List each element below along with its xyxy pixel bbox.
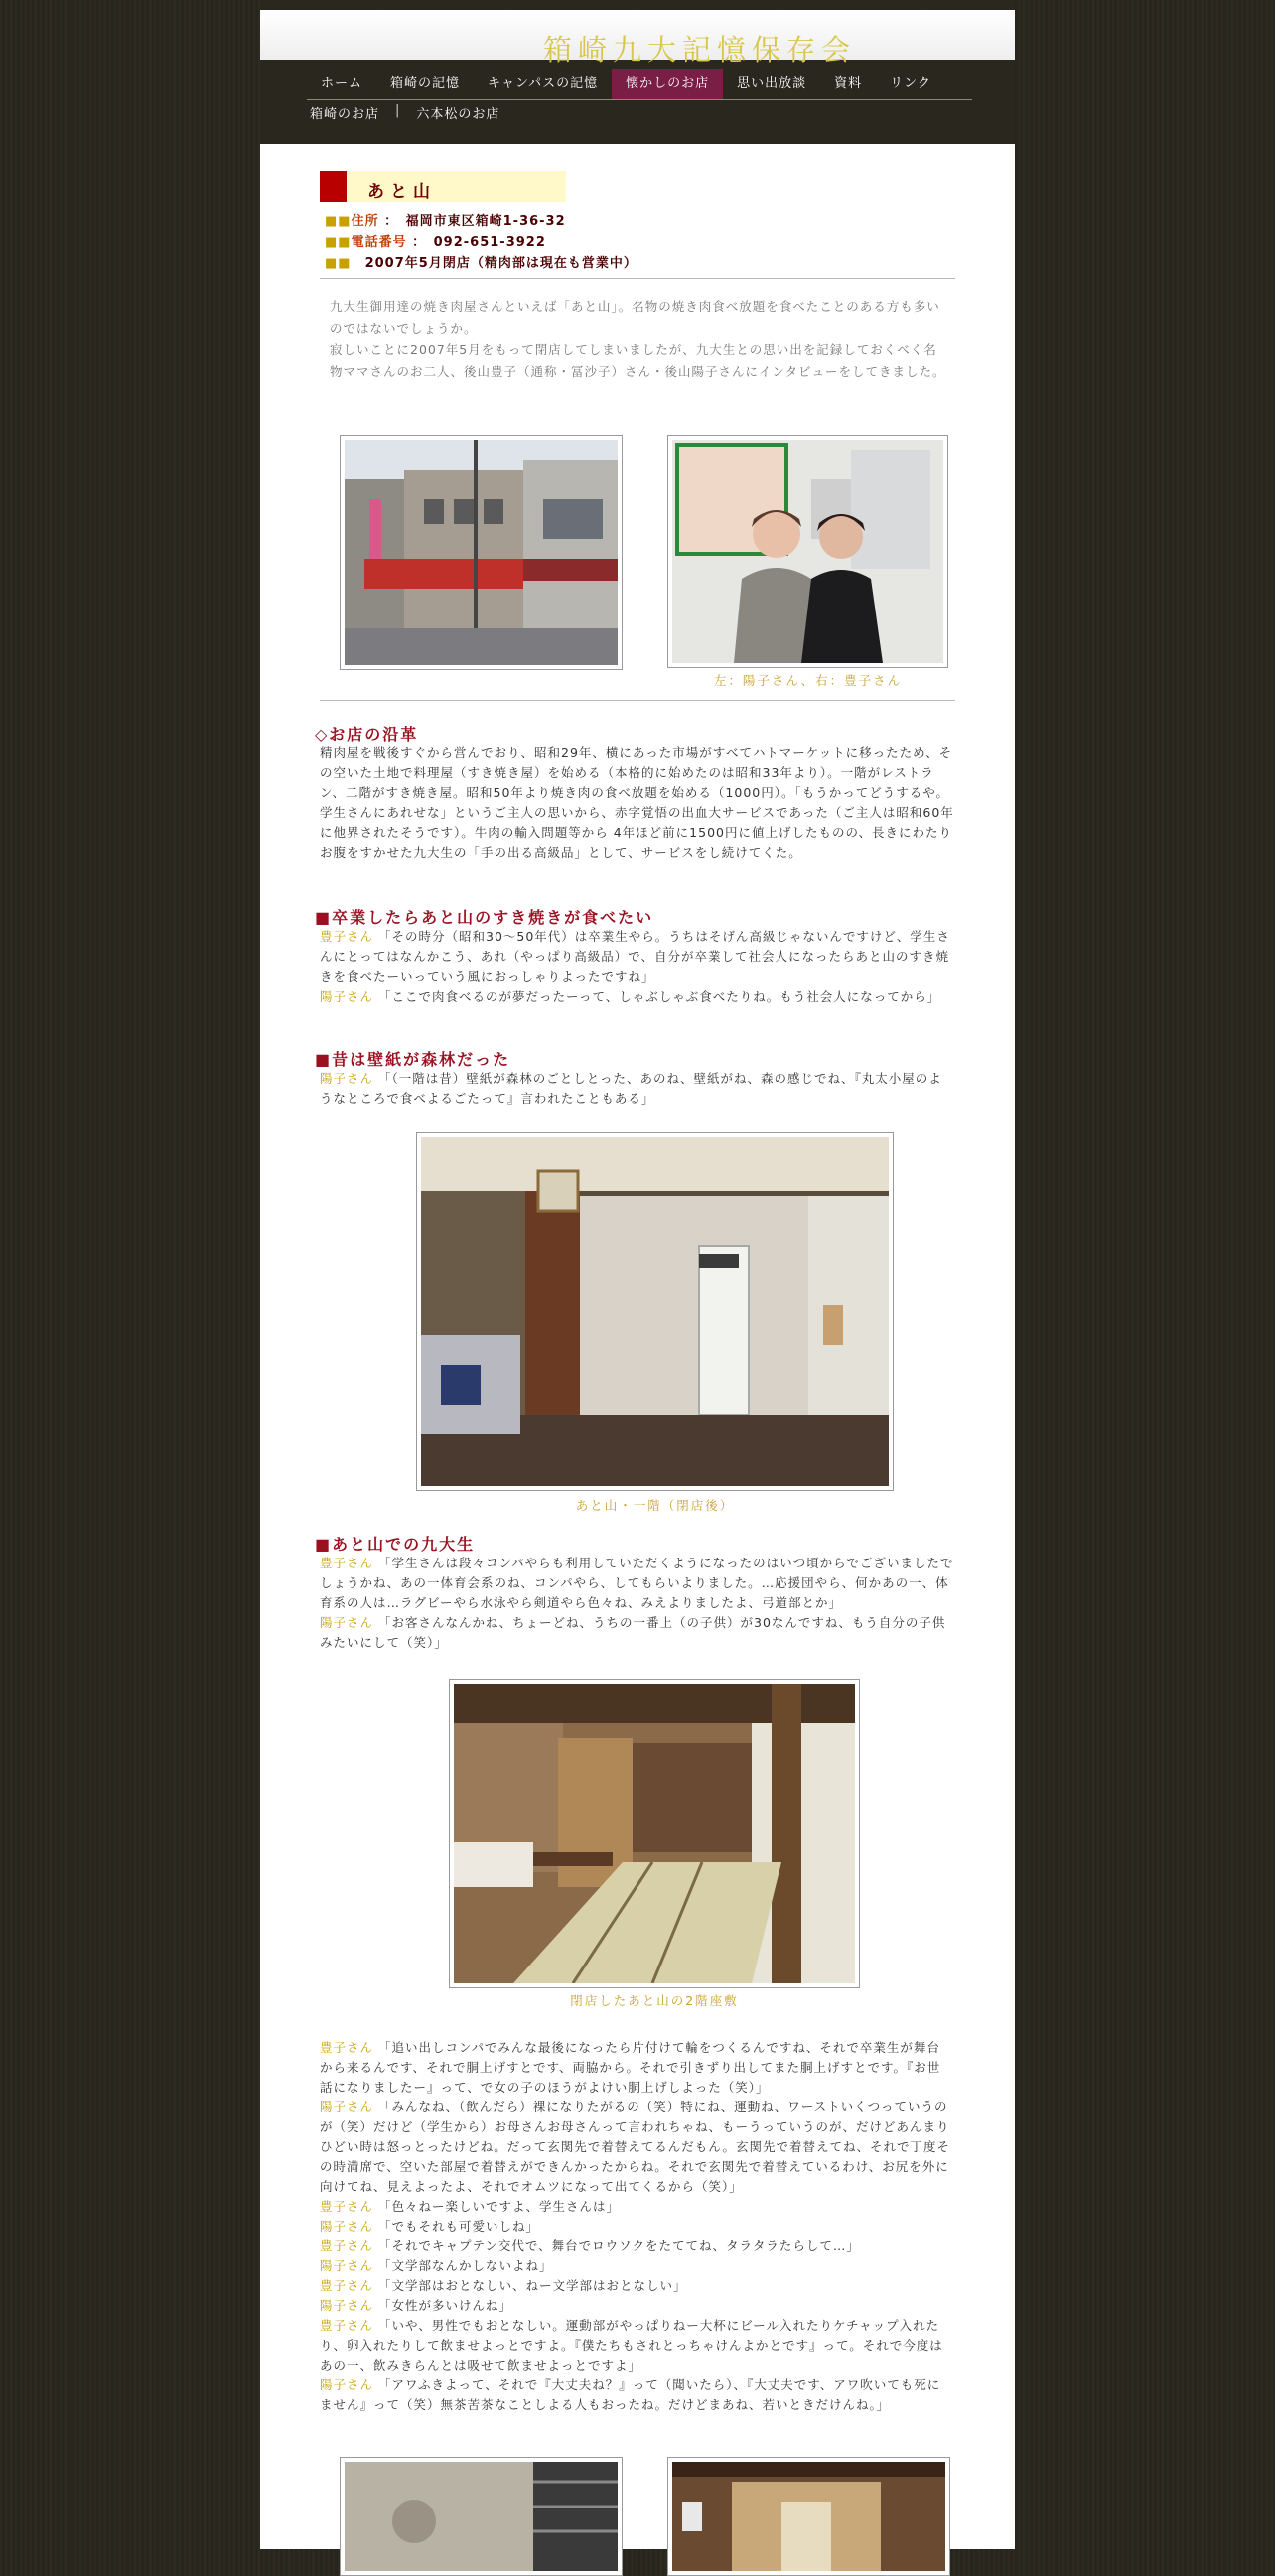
bullet-icon: ■■: [325, 214, 352, 229]
bullet-icon: ■■: [325, 256, 352, 271]
speaker: 陽子さん: [320, 1071, 374, 1086]
quote: 「文学部なんかしないよね」: [378, 2258, 553, 2273]
address-value: 福岡市東区箱崎1-36-32: [405, 214, 566, 229]
speaker: 陽子さん: [320, 2100, 374, 2114]
section-students-title: ■あと山での九大生: [315, 1535, 476, 1554]
closed-note: 2007年5月閉店（精肉部は現在も営業中）: [364, 256, 638, 271]
speaker: 豊子さん: [320, 929, 374, 944]
header: [260, 0, 1015, 144]
closed-row: [325, 252, 638, 271]
quote: 「お客さんなんかね、ちょーどね、うちの一番上（の子供）が30なんですね、もう自分の子供みたいにして（笑）」: [320, 1615, 946, 1650]
speaker: 陽子さん: [320, 989, 374, 1004]
section-wallpaper-title: ■昔は壁紙が森林だった: [315, 1050, 511, 1069]
intro-text: [330, 296, 950, 383]
speaker: 陽子さん: [320, 2258, 374, 2273]
second-floor-photo: [449, 1679, 860, 1988]
speaker: 豊子さん: [320, 2040, 374, 2055]
page-column: [260, 0, 1015, 2549]
address-row: ■■住所 ： 福岡市東区箱崎1-36-32: [325, 214, 566, 229]
quote: 「いや、男性でもおとなしい。運動部がやっぱりねー大杯にビール入れたりケチャップ入れたり、卵入れたりして飲ませよっとですよ。『僕たちもされとっちゃけんよかとです』って。それで今度はあの一、飲みきらんとは吸せて飲ませよっとですよ」: [320, 2318, 943, 2373]
history-text: 精肉屋を戦後すぐから営んでおり、昭和29年、横にあった市場がすべてハトマーケットに移ったため、その空いた土地で料理屋（すき焼き屋）を始める（本格的に始めたのは昭和33年より）。一階がレストラン、二階がすき焼き屋。昭和50年より焼き肉の食べ放題を始める（1000円）。「もうかってどうするや。学生さんにあれせな」というご主人の思いから、赤字覚悟の出血大サービスであった（ご主人は昭和60年に他界されたそうです）。牛肉の輸入問題等から 4年ほど前に1500円に値上げしたものの、長きにわたりお腹をすかせた九大生の「手の出る高級品」として、サービスをし続けてくた。: [320, 746, 954, 860]
quote: 「女性が多いけんね」: [378, 2298, 513, 2313]
quote: 「その時分（昭和30～50年代）は卒業生やら。うちはそげん高級じゃないんですけど、学生さんにとってはなんかこう、あれ（やっぱり高級品）で、自分が卒業して社会人になったらあと山のすき焼きを食べたーいっていう風におっしゃりよったですね」: [320, 929, 950, 984]
speaker: 豊子さん: [320, 2318, 374, 2333]
history-title: ◇お店の沿革: [315, 725, 419, 744]
intro-paragraph-1: 九大生御用達の焼き肉屋さんといえば「あと山」。名物の焼き肉食べ放題を食べたことのある方も多いのではないでしょうか。: [330, 299, 940, 336]
speaker: 陽子さん: [320, 2219, 374, 2234]
main-nav: [307, 69, 972, 100]
subnav-separator: |: [395, 103, 401, 118]
section-students-body: [320, 1554, 955, 1653]
heading-marker: [320, 171, 347, 202]
phone-value: 092-651-3922: [433, 235, 546, 250]
quote: 「追い出しコンパでみんな最後になったら片付けて輪をつくるんですね、それで卒業生が舞台から来るんです、それで胴上げすとです、両脇から。それで引きずり出してまた胴上げすとです。『お世話になりましたー』って、で女の子のほうがよけい胴上げしよった（笑）」: [320, 2040, 941, 2095]
title-strip: [260, 10, 1015, 67]
intro-paragraph-2: 寂しいことに2007年5月をもって閉店してしまいましたが、九大生との思い出を記録しておくべく名物ママさんのお二人、後山豊子（通称・冨沙子）さん・後山陽子さんにインタビューをしてきました。: [330, 342, 946, 379]
nav-item-memories-talk[interactable]: 思い出放談: [737, 76, 807, 91]
quote: 「色々ねー楽しいですよ、学生さんは」: [378, 2199, 621, 2214]
nav-item-materials[interactable]: 資料: [834, 76, 863, 91]
quote: 「学生さんは段々コンパやらも利用していただくようになったのはいつ頃からでございましたでしょうかね、あの一体育会系のね、コンパやら、してもらいよりました。…応援団やら、何かあの一、体育系の人は…ラグビーやら水泳やら剣道やら色々ね、みえよりましたよ、弓道部とか」: [320, 1556, 954, 1610]
bullet-icon: ■■: [325, 235, 352, 250]
speaker: 豊子さん: [320, 1556, 374, 1570]
hallway-photo: [667, 2457, 950, 2576]
shop-name: あと山: [367, 182, 436, 202]
first-floor-caption: あと山・一階（閉店後）: [575, 1498, 735, 1513]
speaker: 豊子さん: [320, 2278, 374, 2293]
first-floor-photo: [416, 1132, 894, 1491]
quote: 「それでキャプテン交代で、舞台でロウソクをたててね、タラタラたらして…」: [378, 2238, 860, 2253]
owners-caption: 左：陽子さん、右：豊子さん: [713, 673, 903, 688]
nav-item-home[interactable]: ホーム: [321, 76, 363, 91]
section-wallpaper-body: [320, 1069, 955, 1109]
speaker: 陽子さん: [320, 2377, 374, 2392]
quote: 「ここで肉食べるのが夢だったーって、しゃぶしゃぶ食べたりね。もう社会人になってから」: [378, 989, 941, 1004]
owners-photo: [667, 435, 948, 668]
quote: 「みんなね、（飲んだら）裸になりたがるの（笑）特にね、運動ね、ワーストいくつっていうのが（笑）だけど（学生から）お母さんお母さんって言われちゃね、もーうっていうのが、だけどあんまりひどい時は怒っとったけどね。だって玄関先で着替えてるんだもん。玄関先で着替えてね、それで丁度その時満席で、空いた部屋で着替えができんかったからね。それで玄関先で着替えているわけ、お尻を外に向けてね、見えよったよ、それでオムツになって出てくるから（笑）」: [320, 2100, 951, 2194]
quote: 「文学部はおとなしい、ねー文学部はおとなしい」: [378, 2278, 687, 2293]
section-sukiyaki-body: [320, 927, 955, 1007]
address-label: 住所: [351, 214, 379, 229]
quote: 「でもそれも可愛いしね」: [378, 2219, 540, 2234]
storefront-photo: [340, 435, 623, 670]
section-sukiyaki-title: ■卒業したらあと山のすき焼きが食べたい: [315, 908, 654, 927]
site-title[interactable]: 箱崎九大記憶保存会: [543, 33, 857, 67]
shop-heading: [320, 171, 566, 202]
phone-row: ■■電話番号 ： 092-651-3922: [325, 235, 546, 250]
quote: 「アワふきよって、それで『大丈夫ね？』って（聞いたら）、『大丈夫です、アワ吹いても死にません』って（笑）無茶苦茶なことしよる人もおったね。だけどまあね、若いときだけんね。」: [320, 2377, 941, 2412]
nav-item-links[interactable]: リンク: [890, 76, 931, 91]
subnav-ropponmatsu-shops[interactable]: 六本松のお店: [416, 107, 500, 122]
speaker: 陽子さん: [320, 1615, 374, 1630]
divider: [320, 278, 955, 279]
quote: 「（一階は昔）壁紙が森林のごとしとった、あのね、壁紙がね、森の感じでね、『丸太小屋のようなところで食べよるごたって』言われたこともある」: [320, 1071, 942, 1106]
speaker: 豊子さん: [320, 2238, 374, 2253]
nav-item-hakozaki-memory[interactable]: 箱崎の記憶: [390, 76, 461, 91]
speaker: 陽子さん: [320, 2298, 374, 2313]
nav-item-nostalgic-shops[interactable]: 懐かしのお店: [612, 69, 723, 99]
divider: [320, 700, 955, 701]
nav-item-campus-memory[interactable]: キャンパスの記憶: [488, 76, 599, 91]
stairs-photo: [340, 2457, 623, 2576]
subnav-hakozaki-shops[interactable]: 箱崎のお店: [310, 107, 380, 122]
dialogue-block: [320, 2038, 950, 2415]
main-content: [260, 144, 1015, 2549]
sub-nav: [310, 103, 499, 122]
phone-label: 電話番号: [351, 235, 407, 250]
speaker: 豊子さん: [320, 2199, 374, 2214]
second-floor-caption: 閉店したあと山の2階座敷: [570, 1993, 739, 2008]
